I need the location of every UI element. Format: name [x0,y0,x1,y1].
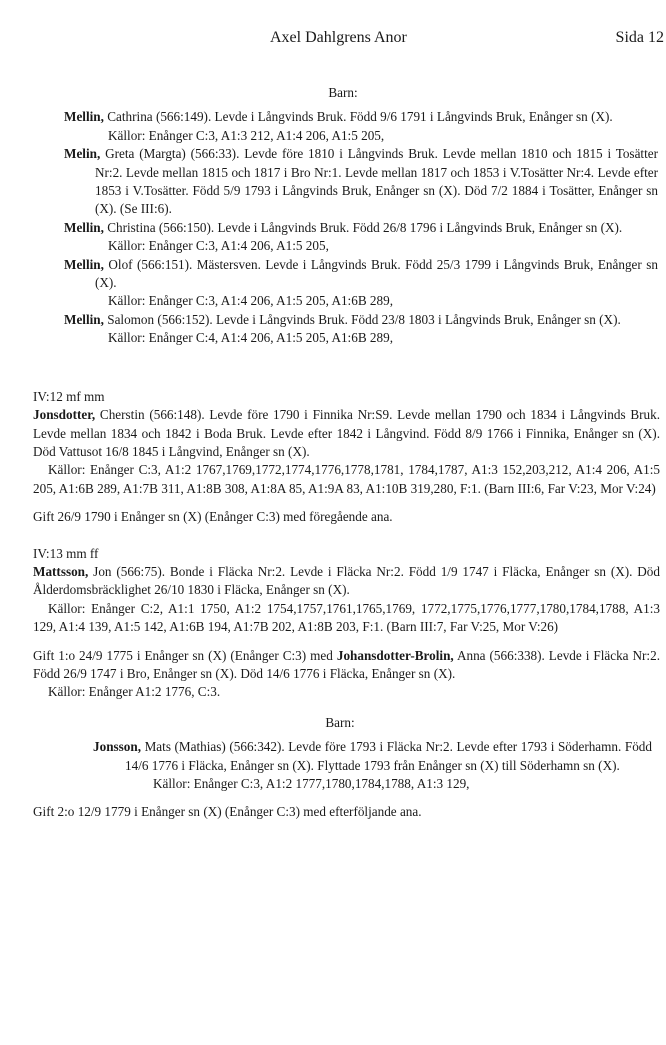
child-details: Christina (566:150). Levde i Långvinds Bruk. Född 26/8 1796 i Långvinds Bruk, Enånger sn (X). [103,219,623,235]
child-surname: Melin, [64,146,101,162]
child-entry [64,311,658,348]
spouse-entry [33,647,660,702]
child-sources: Källor: Enånger C:4, A1:4 206, A1:5 205, A1:6B 289, [108,330,393,346]
ancestor-sources: Källor: Enånger C:3, A1:2 1767,1769,1772,1774,1776,1778,1781, 1784,1787, A1:3 152,203,212, A1:4 206, A1:5 205, A1:6B 289, A1:7B 311, A1:8B 308, A1:8A 85, A1:9A 83, A1:10B 319,280, F:1. (Barn III:6, Far V:23, Mor V:24) [33,462,660,496]
ancestor-details: Cherstin (566:148). Levde före 1790 i Finnika Nr:S9. Levde mellan 1790 och 1834 i Långvinds Bruk. Levde mellan 1834 och 1842 i Boda Bruk. Levde efter 1842 i Långvind. Född 8/9 1766 i Finnika, Enånger sn (X). Död Vattusot 16/8 1845 i Långvind, Enånger sn (X). [33,407,660,459]
children-heading: Barn: [328,85,358,100]
page-header [0,29,666,51]
child-sources: Källor: Enånger C:3, A1:2 1777,1780,1784,1788, A1:3 129, [153,776,470,791]
spouse-details: Anna (566:338). Levde i Fläcka Nr:2. Född 26/9 1747 i Bro, Enånger sn (X). Död 14/6 1776 i Fläcka, Enånger sn (X). [33,647,660,681]
page-number: Sida 12 [615,29,664,46]
child-entry [64,219,658,256]
child-entry [93,738,652,793]
ancestor-surname: Jonsdotter, [33,407,96,423]
marriage-prefix: Gift 1:o 24/9 1775 i Enånger sn (X) (Enånger C:3) med [33,647,337,663]
child-entry [64,108,658,145]
child-surname: Mellin, [64,256,104,272]
child-surname: Mellin, [64,109,104,125]
child-details: Salomon (566:152). Levde i Långvinds Bruk. Född 23/8 1803 i Långvinds Bruk, Enånger sn (X). [103,311,621,327]
document-title: Axel Dahlgrens Anor [270,29,407,46]
child-surname: Mellin, [64,311,104,327]
ancestor-section-iv12 [33,388,660,527]
child-details: Mats (Mathias) (566:342). Levde före 1793 i Fläcka Nr:2. Levde efter 1793 i Söderhamn. Född 14/6 1776 i Fläcka, Enånger sn (X). Flyttade 1793 från Enånger sn (X) till Söderhamn sn (X). [125,739,652,773]
marriage-note: Gift 2:o 12/9 1779 i Enånger sn (X) (Enånger C:3) med efterföljande ana. [33,804,422,820]
child-sources: Källor: Enånger C:3, A1:4 206, A1:5 205, [108,238,329,254]
child-sources: Källor: Enånger C:3, A1:3 212, A1:4 206, A1:5 205, [108,127,385,143]
ancestor-code: IV:13 mm ff [33,545,99,561]
child-surname: Mellin, [64,219,104,235]
ancestor-surname: Mattsson, [33,563,89,579]
ancestor-sources: Källor: Enånger C:2, A1:1 1750, A1:2 1754,1757,1761,1765,1769, 1772,1775,1776,1777,1780,1784,1788, A1:3 129, A1:4 139, A1:5 142, A1:6B 194, A1:7B 202, A1:8B 203, F:1. (Barn III:7, Far V:25, Mor V:26) [33,600,660,635]
child-sources: Källor: Enånger C:3, A1:4 206, A1:5 205, A1:6B 289, [108,293,393,309]
child-surname: Jonsson, [93,739,142,755]
page-content [0,84,666,822]
ancestor-code: IV:12 mf mm [33,388,105,404]
child-entry [64,256,658,311]
ancestor-section-iv13 [33,545,660,822]
spouse-surname: Johansdotter-Brolin, [336,647,454,663]
child-details: Cathrina (566:149). Levde i Långvinds Bruk. Född 9/6 1791 i Långvinds Bruk, Enånger sn (X). [103,109,613,125]
children-heading: Barn: [325,714,355,730]
spouse-sources: Källor: Enånger A1:2 1776, C:3. [48,684,221,700]
marriage-note: Gift 26/9 1790 i Enånger sn (X) (Enånger C:3) med föregående ana. [33,509,393,525]
ancestor-details: Jon (566:75). Bonde i Fläcka Nr:2. Levde i Fläcka Nr:2. Född 1/9 1747 i Fläcka, Enånger sn (X). Död Ålderdomsbräcklighet 26/10 1830 i Fläcka, Enånger sn (X). [33,563,660,598]
child-details: Olof (566:151). Mästersven. Levde i Långvinds Bruk. Född 25/3 1799 i Långvinds Bruk, Enånger sn (X). [95,256,658,291]
child-details: Greta (Margta) (566:33). Levde före 1810 i Långvinds Bruk. Levde mellan 1810 och 1815 i Tosätter Nr:2. Levde mellan 1815 och 1817 i Bro Nr:1. Levde mellan 1817 och 1853 i V.Tosätter Nr:4. Levde efter 1853 i V.Tosätter. Född 5/9 1793 i Långvinds Bruk, Enånger sn (X). Död 7/2 1884 i Tosätter, Enånger sn (X). (Se III:6). [95,146,658,217]
child-entry [64,145,658,219]
